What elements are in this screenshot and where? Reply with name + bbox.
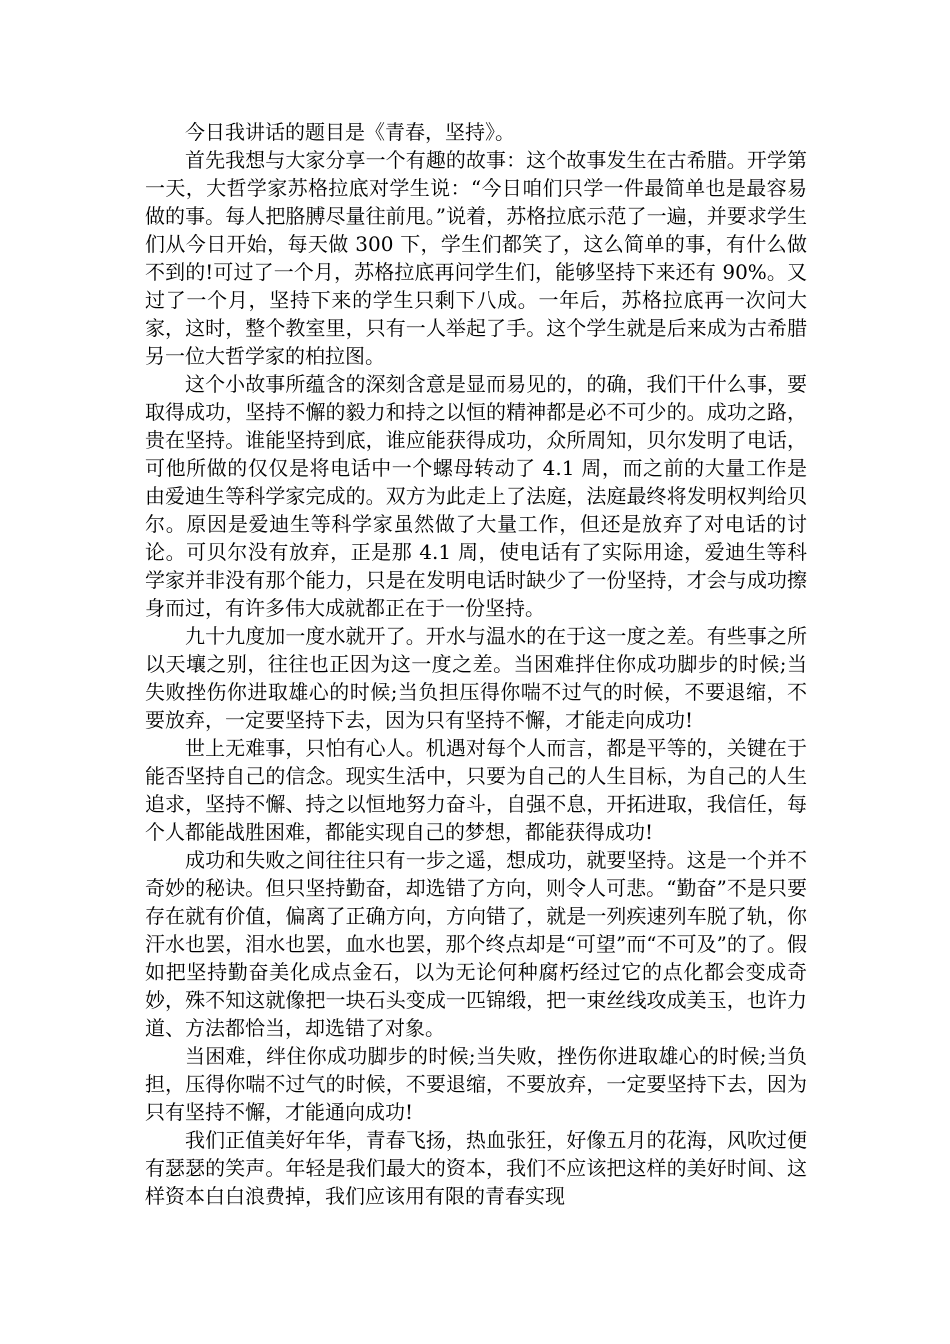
paragraph-youth: 我们正值美好年华，青春飞扬，热血张狂，好像五月的花海，风吹过便有瑟瑟的笑声。年轻是我们最大的资本，我们不应该把这样的美好时间、这样资本白白浪费掉，我们应该用有限的青春实现 xyxy=(145,1128,807,1208)
paragraph-perseverance: 当困难，绊住你成功脚步的时候;当失败，挫伤你进取雄心的时候;当负担，压得你喘不过气的时候，不要退缩，不要放弃，一定要坚持下去，因为只有坚持不懈，才能通向成功! xyxy=(145,1044,807,1124)
paragraph-socrates-story: 首先我想与大家分享一个有趣的故事：这个故事发生在古希腊。开学第一天，大哲学家苏格拉底对学生说：“今日咱们只学一件最简单也是最容易做的事。每人把胳膊尽量往前甩。”说着，苏格拉底示范了一遍，并要求学生们从今日开始，每天做 300 下，学生们都笑了，这么简单的事，有什么做不到的!可过了一个月，苏格拉底再问学生们，能够坚持下来还有 90%。又过了一个月，坚持下来的学生只剩下八成。一年后，苏格拉底再一次问大家，这时，整个教室里，只有一人举起了手。这个学生就是后来成为古希腊另一位大哲学家的柏拉图。 xyxy=(145,148,807,368)
paragraph-bell-telephone: 这个小故事所蕴含的深刻含意是显而易见的，的确，我们干什么事，要取得成功，坚持不懈的毅力和持之以恒的精神都是必不可少的。成功之路，贵在坚持。谁能坚持到底，谁应能获得成功，众所周知，贝尔发明了电话，可他所做的仅仅是将电话中一个螺母转动了 4.1 周，而之前的大量工作是由爱迪生等科学家完成的。双方为此走上了法庭，法庭最终将发明权判给贝尔。原因是爱迪生等科学家虽然做了大量工作，但还是放弃了对电话的讨论。可贝尔没有放弃，正是那 4.1 周，使电话有了实际用途，爱迪生等科学家并非没有那个能力，只是在发明电话时缺少了一份坚持，才会与成功擦身而过，有许多伟大成就都正在于一份坚持。 xyxy=(145,372,807,620)
paragraph-direction: 成功和失败之间往往只有一步之遥，想成功，就要坚持。这是一个并不奇妙的秘诀。但只坚持勤奋，却选错了方向，则令人可悲。“勤奋”不是只要存在就有价值，偏离了正确方向，方向错了，就是一列疾速列车脱了轨，你汗水也罢，泪水也罢，血水也罢，那个终点却是“可望”而“不可及”的了。假如把坚持勤奋美化成点金石，以为无论何种腐朽经过它的点化都会变成奇妙，殊不知这就像把一块石头变成一匹锦缎，把一束丝线攻成美玉，也许力道、方法都恰当，却选错了对象。 xyxy=(145,848,807,1040)
paragraph-boiling-water: 九十九度加一度水就开了。开水与温水的在于这一度之差。有些事之所以天壤之别，往往也正因为这一度之差。当困难拌住你成功脚步的时候;当失败挫伤你进取雄心的时候;当负担压得你喘不过气的时候，不要退缩，不要放弃，一定要坚持下去，因为只有坚持不懈，才能走向成功! xyxy=(145,624,807,732)
paragraph-nothing-difficult: 世上无难事，只怕有心人。机遇对每个人而言，都是平等的，关键在于能否坚持自己的信念。现实生活中，只要为自己的人生目标，为自己的人生追求，坚持不懈、持之以恒地努力奋斗，自强不息，开拓进取，我信任，每个人都能战胜困难，都能实现自己的梦想，都能获得成功! xyxy=(145,736,807,844)
document-body xyxy=(145,118,807,1210)
paragraph-title-intro: 今日我讲话的题目是《青春，坚持》。 xyxy=(185,120,515,144)
